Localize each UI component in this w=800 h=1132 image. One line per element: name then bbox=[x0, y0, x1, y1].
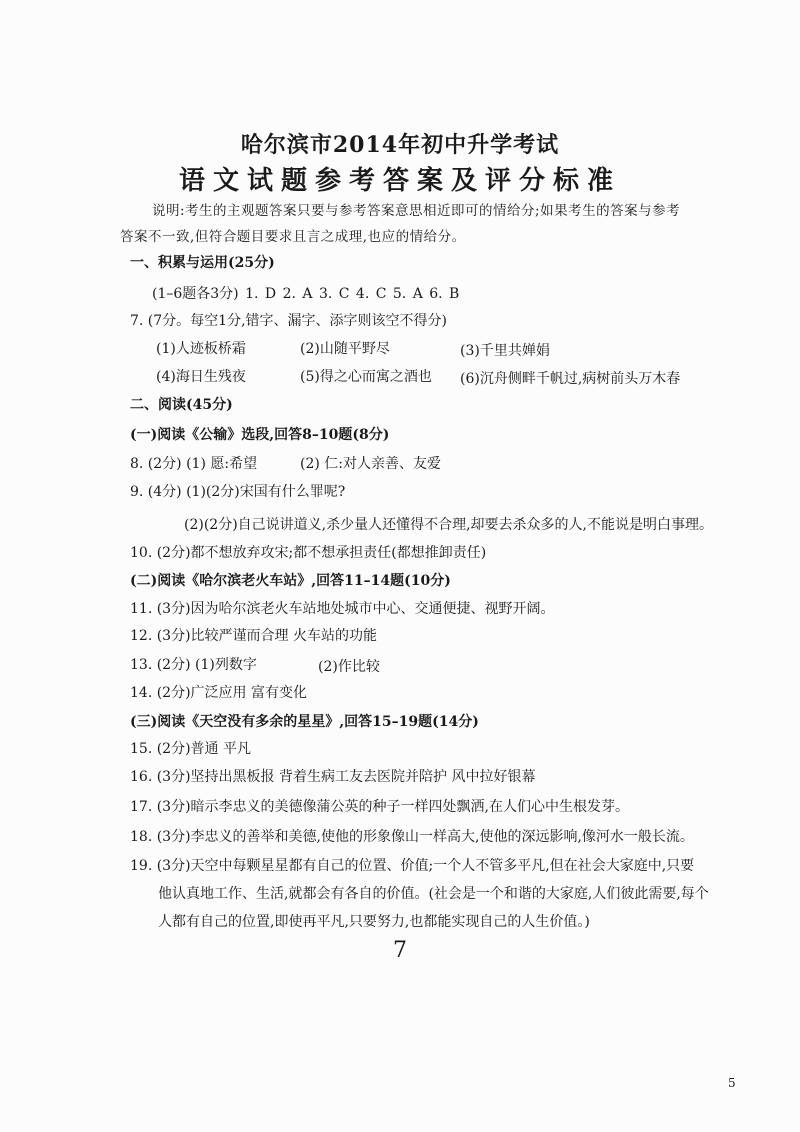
instructions-line-2: 答案不一致,但符合题目要求且言之成理,也应的情给分。 bbox=[120, 229, 466, 245]
q7-answer: (1)人迹板桥霜 bbox=[156, 341, 246, 357]
q10-answer: 10. (2分)都不想放弃攻宋;都不想承担责任(都想推卸责任) bbox=[130, 545, 487, 561]
q19-answer-line-1: 19. (3分)天空中每颗星星都有自己的位置、价值;一个人不管多平凡,但在社会大家庭中,只要 bbox=[130, 858, 695, 874]
q7-answer: (6)沉舟侧畔千帆过,病树前头万木春 bbox=[460, 371, 681, 387]
q19-answer-line-3: 人都有自己的位置,即使再平凡,只要努力,也都能实现自己的人生价值。) bbox=[158, 914, 590, 930]
q7-answer: (4)海日生残夜 bbox=[156, 369, 246, 385]
part-3-heading: (三)阅读《天空没有多余的星星》,回答15–19题(14分) bbox=[130, 714, 479, 730]
q13-answer-1: 13. (2分) (1)列数字 bbox=[130, 657, 257, 673]
q1-6-answers: (1–6题各3分) 1. D 2. A 3. C 4. C 5. A 6. B bbox=[152, 286, 460, 302]
q13-answer-2: (2)作比较 bbox=[318, 659, 380, 675]
q17-answer: 17. (3分)暗示李忠义的美德像蒲公英的种子一样四处飘洒,在人们心中生根发芽。 bbox=[130, 799, 629, 815]
q16-answer: 16. (3分)坚持出黑板报 背着生病工友去医院并陪护 风中拉好银幕 bbox=[130, 769, 536, 785]
q18-answer: 18. (3分)李忠义的善举和美德,使他的形象像山一样高大,使他的深远影响,像河水一般长流。 bbox=[130, 829, 694, 845]
q14-answer: 14. (2分)广泛应用 富有变化 bbox=[130, 685, 307, 701]
corner-page-number: 5 bbox=[728, 1076, 736, 1090]
answer-key-title: 语文试题参考答案及评分标准 bbox=[178, 166, 621, 196]
q15-answer: 15. (2分)普通 平凡 bbox=[130, 741, 251, 757]
q11-answer: 11. (3分)因为哈尔滨老火车站地处城市中心、交通便捷、视野开阔。 bbox=[130, 601, 555, 617]
q12-answer: 12. (3分)比较严谨而合理 火车站的功能 bbox=[130, 628, 377, 644]
q8-answer-1: 8. (2分) (1) 愿:希望 bbox=[130, 456, 258, 472]
q9-answer-2: (2)(2分)自己说讲道义,杀少量人还懂得不合理,却要去杀众多的人,不能说是明白事理。 bbox=[184, 517, 714, 533]
section-1-heading: 一、积累与运用(25分) bbox=[130, 255, 275, 271]
q7-answer: (5)得之心而寓之酒也 bbox=[300, 369, 432, 385]
exam-title: 哈尔滨市2014年初中升学考试 bbox=[240, 132, 560, 158]
q7-heading: 7. (7分。每空1分,错字、漏字、添字则该空不得分) bbox=[130, 313, 447, 329]
part-1-heading: (一)阅读《公输》选段,回答8–10题(8分) bbox=[130, 427, 390, 443]
q7-answer: (2)山随平野尽 bbox=[300, 341, 390, 357]
q9-answer-1: 9. (4分) (1)(2分)宋国有什么罪呢? bbox=[130, 484, 346, 500]
q8-answer-2: (2) 仁:对人亲善、友爱 bbox=[300, 456, 441, 472]
page-number: 7 bbox=[393, 938, 407, 963]
q7-answer: (3)千里共婵娟 bbox=[460, 343, 550, 359]
instructions-line-1: 说明:考生的主观题答案只要与参考答案意思相近即可的情给分;如果考生的答案与参考 bbox=[152, 203, 681, 219]
section-2-heading: 二、阅读(45分) bbox=[130, 397, 233, 413]
part-2-heading: (二)阅读《哈尔滨老火车站》,回答11–14题(10分) bbox=[130, 573, 451, 589]
q19-answer-line-2: 他认真地工作、生活,就都会有各自的价值。(社会是一个和谐的大家庭,人们彼此需要,每个 bbox=[158, 886, 709, 902]
